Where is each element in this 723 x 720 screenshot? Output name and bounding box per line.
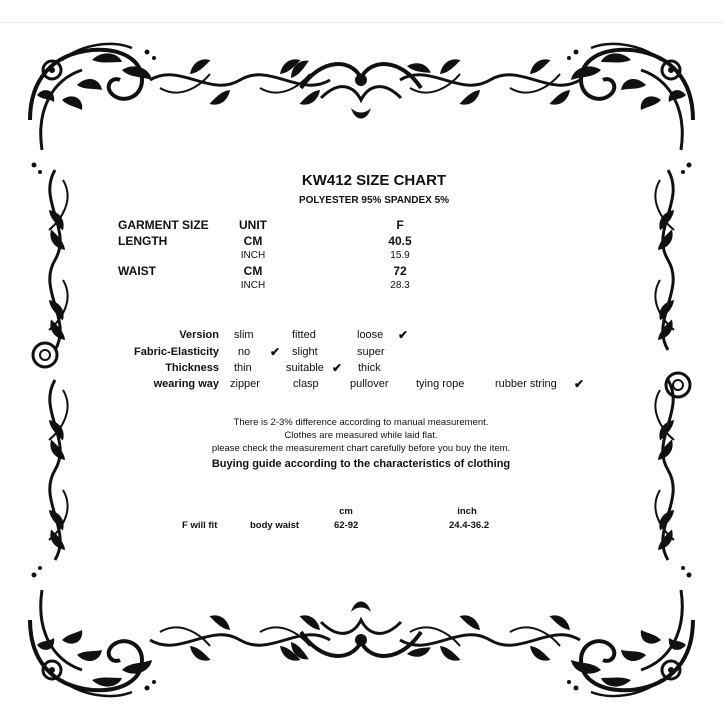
char-version-fitted: fitted xyxy=(292,329,316,341)
check-icon: ✔ xyxy=(270,345,281,359)
check-icon: ✔ xyxy=(398,328,409,342)
char-elasticity-no: no xyxy=(238,346,251,358)
fit-measure-label: body waist xyxy=(250,520,300,531)
char-wearing-zipper: zipper xyxy=(230,378,260,390)
fit-inch-header: inch xyxy=(457,506,477,517)
header-size-f: F xyxy=(396,218,404,232)
char-thickness-suitable: suitable xyxy=(286,362,324,374)
row-length-inch-value: 15.9 xyxy=(390,250,410,261)
row-waist-inch-unit: INCH xyxy=(240,280,266,291)
char-wearing-tying-rope: tying rope xyxy=(416,378,465,390)
buying-guide-title: Buying guide according to the characteristics of clothing xyxy=(211,458,511,470)
header-garment-size: GARMENT SIZE xyxy=(118,218,209,232)
char-wearing-label: wearing way xyxy=(153,378,219,390)
note-check-chart: please check the measurement chart carefully before you buy the item. xyxy=(211,443,511,454)
row-waist-inch-value: 28.3 xyxy=(390,280,410,291)
char-version-loose: loose xyxy=(357,329,384,341)
header-unit: UNIT xyxy=(239,218,267,232)
chart-title: KW412 SIZE CHART xyxy=(301,172,447,189)
row-length-inch-unit: INCH xyxy=(240,250,266,261)
material-composition: POLYESTER 95% SPANDEX 5% xyxy=(298,195,450,206)
row-length-label: LENGTH xyxy=(118,234,168,248)
fit-cm-range: 62-92 xyxy=(334,520,359,531)
fit-inch-range: 24.4-36.2 xyxy=(449,520,490,531)
char-elasticity-label: Fabric-Elasticity xyxy=(134,346,219,358)
char-thickness-thin: thin xyxy=(234,362,252,374)
char-wearing-clasp: clasp xyxy=(293,378,319,390)
char-wearing-pullover: pullover xyxy=(350,378,389,390)
char-version-slim: slim xyxy=(234,329,254,341)
note-difference: There is 2-3% difference according to manual measurement. xyxy=(233,417,489,428)
fit-cm-header: cm xyxy=(339,506,353,517)
fit-size-label: F will fit xyxy=(182,520,218,531)
row-waist-cm-unit: CM xyxy=(243,264,263,278)
char-thickness-label: Thickness xyxy=(165,362,219,374)
char-elasticity-super: super xyxy=(357,346,385,358)
char-elasticity-slight: slight xyxy=(292,346,318,358)
note-laid-flat: Clothes are measured while laid flat. xyxy=(284,430,438,441)
row-waist-label: WAIST xyxy=(118,264,156,278)
char-wearing-rubber-string: rubber string xyxy=(495,378,557,390)
check-icon: ✔ xyxy=(332,361,343,375)
check-icon: ✔ xyxy=(574,377,585,391)
row-length-cm-unit: CM xyxy=(243,234,263,248)
row-length-cm-value: 40.5 xyxy=(388,234,412,248)
char-version-label: Version xyxy=(179,329,219,341)
row-waist-cm-value: 72 xyxy=(393,264,407,278)
char-thickness-thick: thick xyxy=(358,362,381,374)
